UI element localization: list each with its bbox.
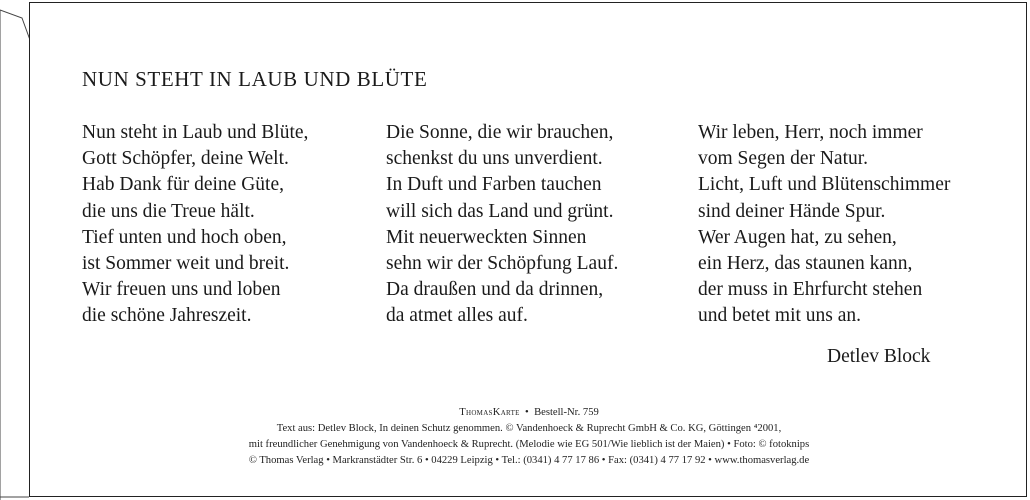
footer-order-line xyxy=(30,405,1028,421)
verse-line: will sich das Land und grünt. xyxy=(386,200,614,222)
stanza-2 xyxy=(386,120,618,330)
verse-line: Hab Dank für deine Güte, xyxy=(82,174,284,196)
verse-line: ist Sommer weit und breit. xyxy=(82,253,290,275)
verse-line: die uns die Treue hält. xyxy=(82,200,255,222)
verse-line: In Duft und Farben tauchen xyxy=(386,174,602,196)
verse-line: schenkst du uns unverdient. xyxy=(386,148,603,170)
verse-line: der muss in Ehrfurcht stehen xyxy=(698,279,923,301)
verse-line: Wer Augen hat, zu sehen, xyxy=(698,226,897,248)
verse-line: Tief unten und hoch oben, xyxy=(82,226,287,248)
verse-line: ein Herz, das staunen kann, xyxy=(698,253,913,275)
verse-line: Nun steht in Laub und Blüte, xyxy=(82,122,309,143)
verse-line: Wir leben, Herr, noch immer xyxy=(698,122,923,143)
brand-name: ThomasKarte xyxy=(459,407,520,418)
verse-line: Da draußen und da drinnen, xyxy=(386,279,604,301)
footer-credit-line: Text aus: Detlev Block, In deinen Schutz genommen. © Vandenhoeck & Ruprecht GmbH & Co. KG, Göttingen ⁴2001, xyxy=(276,423,782,434)
verse-line: die schöne Jahreszeit. xyxy=(82,305,252,327)
order-number: Bestell-Nr. 759 xyxy=(534,407,599,418)
verse-line: Gott Schöpfer, deine Welt. xyxy=(82,148,289,170)
footer-publisher-line: © Thomas Verlag • Markranstädter Str. 6 • 04229 Leipzig • Tel.: (0341) 4 77 17 86 • Fax: (0341) 4 77 17 92 • www.thomasverlag.de xyxy=(248,455,810,466)
verse-line: sehn wir der Schöpfung Lauf. xyxy=(386,253,619,275)
poem-title: NUN STEHT IN LAUB UND BLÜTE xyxy=(82,67,428,91)
verse-line: Die Sonne, die wir brauchen, xyxy=(386,122,614,143)
verse-line: Licht, Luft und Blütenschimmer xyxy=(698,174,951,196)
verse-line: vom Segen der Natur. xyxy=(698,148,869,170)
separator: • xyxy=(525,407,529,418)
stanza-3 xyxy=(698,120,950,330)
greeting-card xyxy=(29,2,1027,497)
stanza-1 xyxy=(82,120,308,330)
verse-line: Mit neuerweckten Sinnen xyxy=(386,226,587,248)
poem-author: Detlev Block xyxy=(827,346,931,367)
footer-permission-line: mit freundlicher Genehmigung von Vandenhoeck & Ruprecht. (Melodie wie EG 501/Wie lieblich ist der Maien) • Foto: © fotoknips xyxy=(248,439,810,450)
verse-line: da atmet alles auf. xyxy=(386,305,528,327)
verse-line: sind deiner Hände Spur. xyxy=(698,200,886,222)
card-footer xyxy=(30,405,1028,469)
verse-line: Wir freuen uns und loben xyxy=(82,279,281,301)
verse-line: und betet mit uns an. xyxy=(698,305,862,327)
